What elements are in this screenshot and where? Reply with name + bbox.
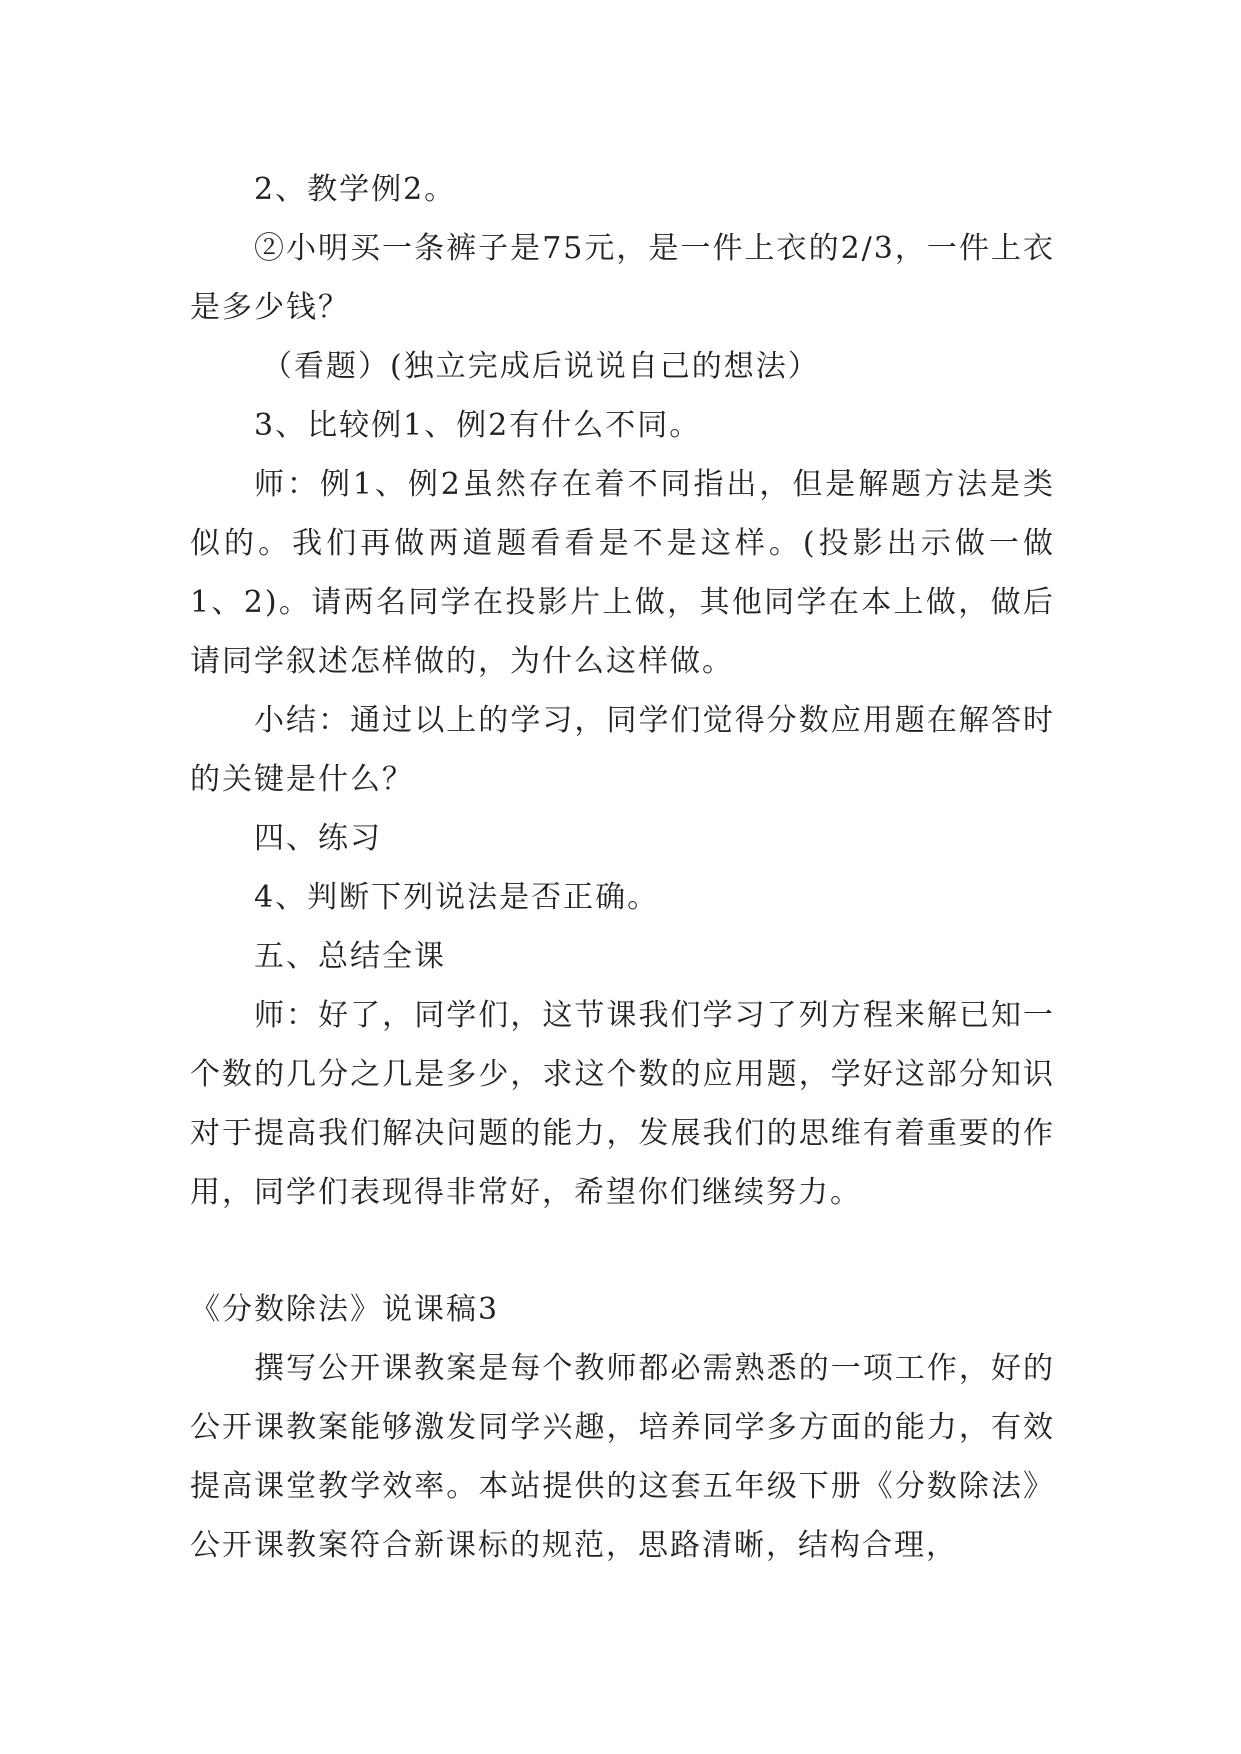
section-gap: [190, 1222, 1055, 1280]
paragraph-example-2-problem: ②小明买一条裤子是75元，是一件上衣的2/3，一件上衣是多少钱？: [190, 231, 1055, 325]
document-body: [190, 160, 1055, 1575]
paragraph-compare-examples: 3、比较例1、例2有什么不同。: [254, 408, 702, 443]
paragraph-read-question: （看题）(独立完成后说说自己的想法）: [262, 349, 820, 384]
paragraph-practice-heading: 四、练习: [254, 821, 382, 856]
paragraph-teacher-explanation: 师：例1、例2虽然存在着不同指出，但是解题方法是类似的。我们再做两道题看看是不是这样。(投影出示做一做1、2)。请两名同学在投影片上做，其他同学在本上做，做后请同学叙述怎样做的，为什么这样做。: [190, 467, 1055, 679]
paragraph-example-2-heading: 2、教学例2。: [254, 172, 457, 207]
paragraph-conclusion-heading: 五、总结全课: [254, 939, 446, 974]
paragraph-judge-statements: 4、判断下列说法是否正确。: [254, 880, 660, 915]
paragraph-lesson-plan-intro: 撰写公开课教案是每个教师都必需熟悉的一项工作，好的公开课教案能够激发同学兴趣，培养同学多方面的能力，有效提高课堂教学效率。本站提供的这套五年级下册《分数除法》公开课教案符合新课标的规范，思路清晰，结构合理，: [190, 1351, 1055, 1563]
paragraph-teacher-conclusion: 师：好了，同学们，这节课我们学习了列方程来解已知一个数的几分之几是多少，求这个数的应用题，学好这部分知识对于提高我们解决问题的能力，发展我们的思维有着重要的作用，同学们表现得非常好，希望你们继续努力。: [190, 998, 1055, 1210]
section-title: 《分数除法》说课稿3: [190, 1292, 500, 1327]
paragraph-summary: 小结：通过以上的学习，同学们觉得分数应用题在解答时的关键是什么？: [190, 703, 1055, 797]
